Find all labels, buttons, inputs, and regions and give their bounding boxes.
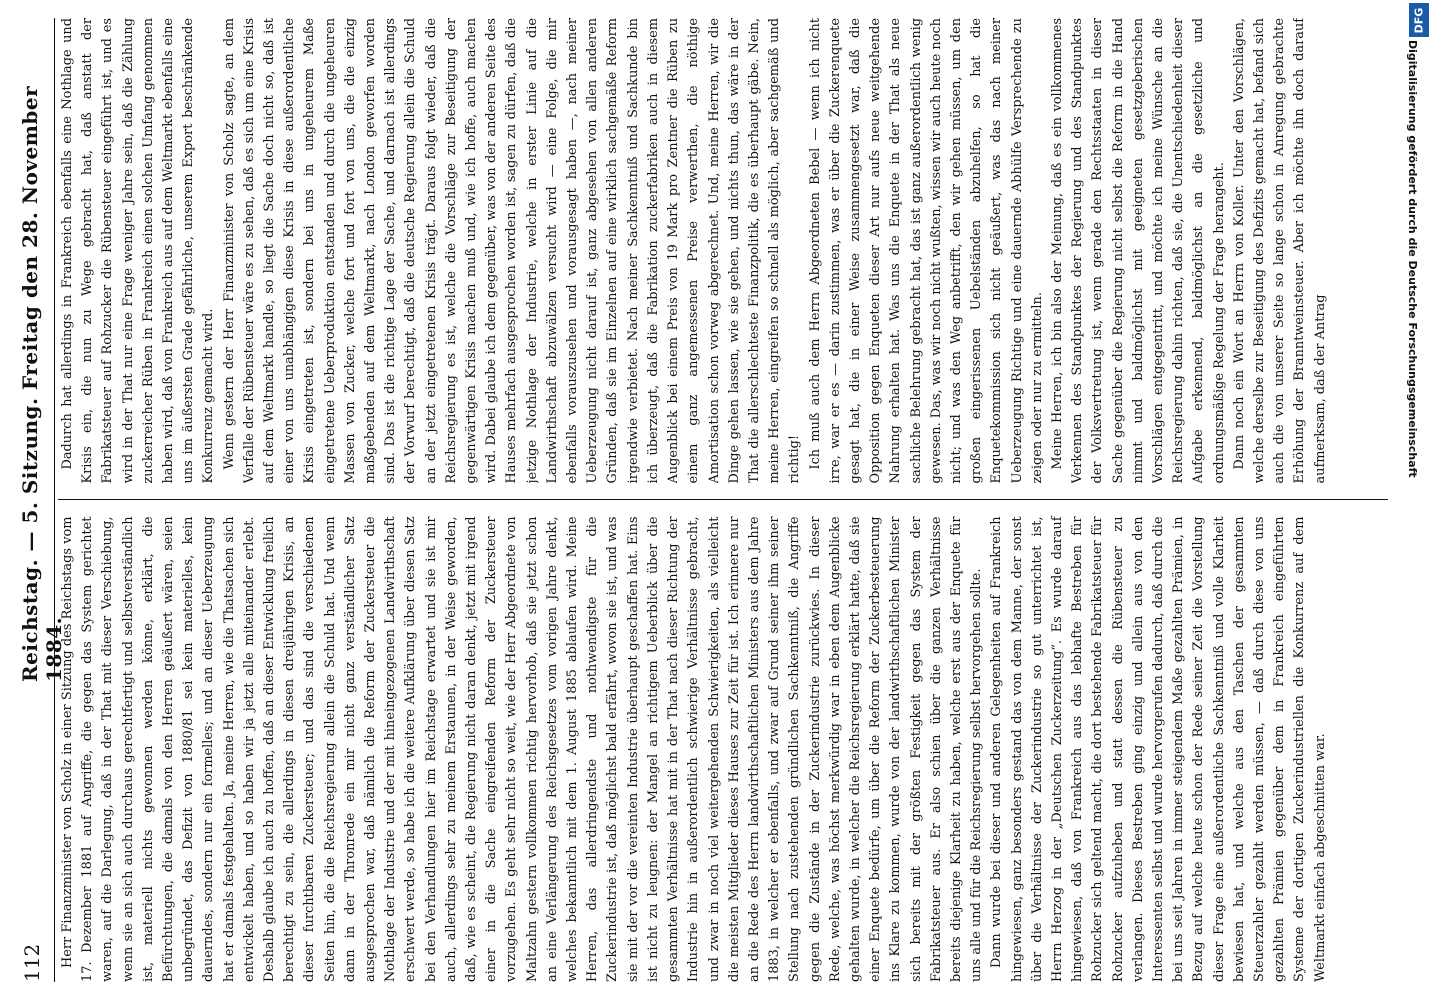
digitization-credit-text: Digitalisierung gefördert durch die Deutsche Forschungsgemeinschaft <box>1406 40 1419 478</box>
paragraph: Ich muß auch dem Herrn Abgeordneten Bebel — wenn ich nicht irre, war er es — darin zustimmen, was er über die Zuckerenquete gesagt hat, die in einer Weise zusammengesetzt war, daß die Opposition gegen Enqueten dieser Art nur aufs neue weitgehende Nahrung erhalten hat. Was uns die Enquete in der That als neue sachliche Belehrung gebracht hat, das ist ganz außerordentlich wenig gewesen. Das, was wir noch nicht wußten, wissen wir auch heute noch nicht; und was den Weg anbetrifft, den wir gehen müssen, um den großen eingerissenen Uebelständen abzuhelfen, so hat die Enquetekommission sich nicht geäußert, was das nach meiner Ueberzeugung Richtige und eine dauernde Abhülfe Versprechende zu zeigen oder nur zu ermitteln. <box>807 18 1045 484</box>
paragraph: Wenn gestern der Herr Finanzminister von Scholz sagte, an dem Verfalle der Rübensteuer wäre es zu sehen, daß es sich um eine Krisis auf dem Weltmarkt handle, so liegt die Sache doch nicht so, daß ist einer von uns unabhängigen diese Krisis in diese außerordentliche Krisis eingetreten ist, sondern bei uns in ungeheurem Maße eingetretene Ueberproduktion entstanden und durch die ungeheuren Massen von Zucker, welche fort und fort von uns, die die einzig maßgebenden auf dem Weltmarkt, nach London geworfen worden sind. Das ist die richtige Lage der Sache, und darnach ist allerdings der Vorwurf berechtigt, daß die deutsche Regierung allein die Schuld an der jetzt eingetretenen Krisis trägt. Daraus folgt wieder, daß die Reichsregierung es ist, welche die Vorschläge zur Beseitigung der gegenwärtigen Krisis machen muß und, wie ich hoffe, auch machen wird. Dabei glaube ich dem gegenüber, was von der anderen Seite des Hauses mehrfach ausgesprochen worden ist, sagen zu dürfen, daß die jetzige Nothlage der Industrie, welche in erster Linie auf die Landwirthschaft abzuwälzen versucht wird — eine Folge, die mir ebenfalls vorauszusehen und vorausgesagt haben —, nach meiner Ueberzeugung nicht darauf ist, ganz abgesehen von allen anderen Gründen, daß sie im Einzelnen auf eine wirklich sachgemäße Reform irgendwie verbietet. Nach meiner Sachkenntniß und Sachkunde bin ich überzeugt, daß die Fabrikation zuckerfabriken auch in diesem Augenblick bei einem Preis von 19 Mark pro Zentner die Rüben zu einem ganz angemessenen Preise verwerthen, die nöthige Amortisation schon vorweg abgerechnet. Und, meine Herren, wir die Dinge gehen lassen, wie sie gehen, und nichts thun, das wäre in der That die allerschlechteste Finanzpolitik, die es überhaupt gäbe. Nein, meine Herren, eingreifen so schnell als möglich, aber sachgemäß und richtig! <box>221 18 803 484</box>
paragraph: Dann wurde bei dieser und anderen Gelegenheiten auf Frankreich hingewiesen, ganz besonders gestand das von dem Manne, der sonst über die Verhältnisse der Zuckerindustrie so gut unterrichtet ist, Herrn Herzog in der „Deutschen Zuckerzeitung“. Es wurde darauf hingewiesen, daß von Frankreich aus das lebhafte Bestreben für Rohzucker sich geltend macht, die dort bestehende Fabrikatsteuer für Rohzucker aufzuheben und statt dessen die Rübensteuer zu verlangen. Dieses Bestreben ging einzig und allein aus von den Interessenten selbst und wurde hervorgerufen dadurch, daß durch die bei uns seit Jahren in immer steigendem Maße gezahlten Prämien, in Bezug auf welche heute schon der Rede seiner Zeit die Vorstellung dieser Frage eine außerordentliche Sachkenntniß und volle Klarheit bewiesen hat, und welche aus den Taschen der gesammten Steuerzahler gezahlt werden müssen, — daß durch diese von uns gezahlten Prämien gegenüber dem in Frankreich eingeführten Systeme der dortigen Zuckerindustriellen die Konkurrenz auf dem Weltmarkt einfach abgeschnitten war. <box>989 516 1328 982</box>
page-header <box>16 18 66 982</box>
right-column <box>58 18 1388 484</box>
dfg-logo-text: DFG <box>1412 7 1426 33</box>
text-columns <box>58 18 1388 982</box>
paragraph: Dann noch ein Wort an Herrn von Koller. Unter den Vorschlägen, welche derselbe zur Beseitigung des Defizits gemacht hat, befand sich auch die von unserer Seite so lange schon in Anregung gebrachte Erhöhung der Branntweinsteuer. Aber ich möchte ihn doch darauf aufmerksam, daß der Antrag <box>1231 18 1328 484</box>
paragraph: Meine Herren, ich bin also der Meinung, daß es ein vollkommenes Verkennen des Standpunktes der Regierung und des Standpunktes der Volksvertretung ist, wenn gerade den Rechtsstaaten in dieser Sache gegenüber die Regierung nicht selbst die Reform in die Hand nimmt und baldmöglichst mit geeigneten gesetzgeberischen Vorschlägen entgegentritt, und möchte ich meine Wünsche an die Reichsregierung dahin richten, daß sie, die Unentschiedenheit dieser Aufgabe erkennend, baldmöglichst an die gesetzliche und ordnungsmäßige Regelung der Frage herangeht. <box>1049 18 1227 484</box>
page-number: 112 <box>20 943 44 982</box>
running-title: Reichstag. — 5. Sitzung. Freitag den 28. November 1884. <box>18 85 66 682</box>
digitization-strip <box>1406 0 1432 1000</box>
dfg-logo <box>1409 3 1429 37</box>
paragraph: Herr Finanzminister von Scholz in einer Sitzung des Reichstags vom 17. Dezember 1881 auf Angriffe, die gegen das System gerichtet waren, auf die Darlegung, daß in der That mit dieser Verschiebung, wenn sie an sich auch durchaus gerechtfertigt und selbstverständlich ist, materiell nichts gewonnen werden könne, erklärt, die Befürchtungen, die damals von den Herren geäußert wären, seien unbegründet, das Defizit von 1880/81 sei kein materielles, kein dauerndes, sondern nur ein formelles; und an dieser Ueberzeugung hat er damals festgehalten. Ja, meine Herren, wie die Thatsachen sich entwickelt haben, und so haben wir ja jetzt alle miteinander erlebt. Deshalb glaube ich auch zu hoffen, daß an dieser Entwicklung freilich berechtigt zu sein, die allerdings in diesen dreijährigen Krisis, an dieser furchtbaren Zuckersteuer; und das sind die verschiedenen Seiten hin, die die Reichsregierung allein die Schuld hat. Und wenn dann in der Thronrede ein mir nicht ganz verständlicher Satz ausgesprochen war, daß nämlich die Reform der Zuckersteuer die Nothlage der Industrie und der mit hineingezogenen Landwirthschaft erschwert werde, so habe ich die weitere Aufklärung über diesen Satz bei den Verhandlungen hier im Reichstage erwartet und sie ist mir auch, allerdings sehr zu meinem Erstaunen, in der Weise geworden, daß, wie es scheint, die Regierung nicht daran denkt, jetzt mit irgend einer in die Sache eingreifenden Reform der Zuckersteuer vorzugehen. Es geht sehr nicht so weit, wie der Herr Abgeordnete von Maltzahn gestern vollkommen richtig hervorhob, daß sie jetzt schon an eine Verlängerung des Reichsgesetzes vom vorigen Jahre denkt, welches bekanntlich mit dem 1. August 1885 ablaufen wird. Meine Herren, das allerdringendste und nothwendigste für die Zuckerindustrie ist, daß möglichst bald erfährt, wovon sie ist, und was sie mit der vor die vereinten Industrie überhaupt geschaffen hat. Eins ist nicht zu leugnen: der Mangel an richtigem Ueberblick über die gesammten Verhältnisse hat mit in der That nach dieser Richtung der Industrie hin in außerordentlich schwierige Verhältnisse gebracht, und zwar in noch viel weitergehenden Schwierigkeiten, als vielleicht die meisten Mitglieder dieses Hauses zur Zeit für ist. Ich erinnere nur an die Rede des Herrn landwirthschaftlichen Ministers aus dem Jahre 1883, in welcher er ebenfalls, und zwar auf Grund seiner ihm seiner Stellung nach zustehenden gründlichen Sachkenntniß, die Angriffe gegen die Zustände in der Zuckerindustrie zurückwies. In dieser Rede, welche, was höchst merkwürdig war in eben dem Augenblicke gehalten wurde, in welcher die Reichsregierung erklärt hatte, daß sie einer Enquete bedürfe, um über die Reform der Zuckerbesteuerung ins Klare zu kommen, wurde von der landwirthschaftlichen Minister sich bereits mit der größten Festigkeit gegen das System der Fabrikatsteuer aus. Er also schien über die ganzen Verhältnisse bereits diejenige Klarheit zu haben, welche erst aus der Enquete für uns alle und für die Reichsregierung selbst hervorgehen sollte. <box>60 516 985 982</box>
digitization-credit <box>1406 40 1432 980</box>
left-column <box>58 500 1388 983</box>
paragraph: Dadurch hat allerdings in Frankreich ebenfalls eine Nothlage und Krisis ein, die nun zu Wege gebracht hat, daß anstatt der Fabrikatsteuer auf Rohzucker die Rübensteuer eingeführt ist, und es wird in der That nur eine Frage weniger Jahre sein, daß die Zählung zuckerreicher Rüben in Frankreich einen solchen Umfang genommen haben wird, daß von Frankreich aus auf dem Weltmarkt ebenfalls eine uns im äußersten Grade gefährliche, unserem Export beschränkende Konkurrenz gemacht wird. <box>60 18 217 484</box>
